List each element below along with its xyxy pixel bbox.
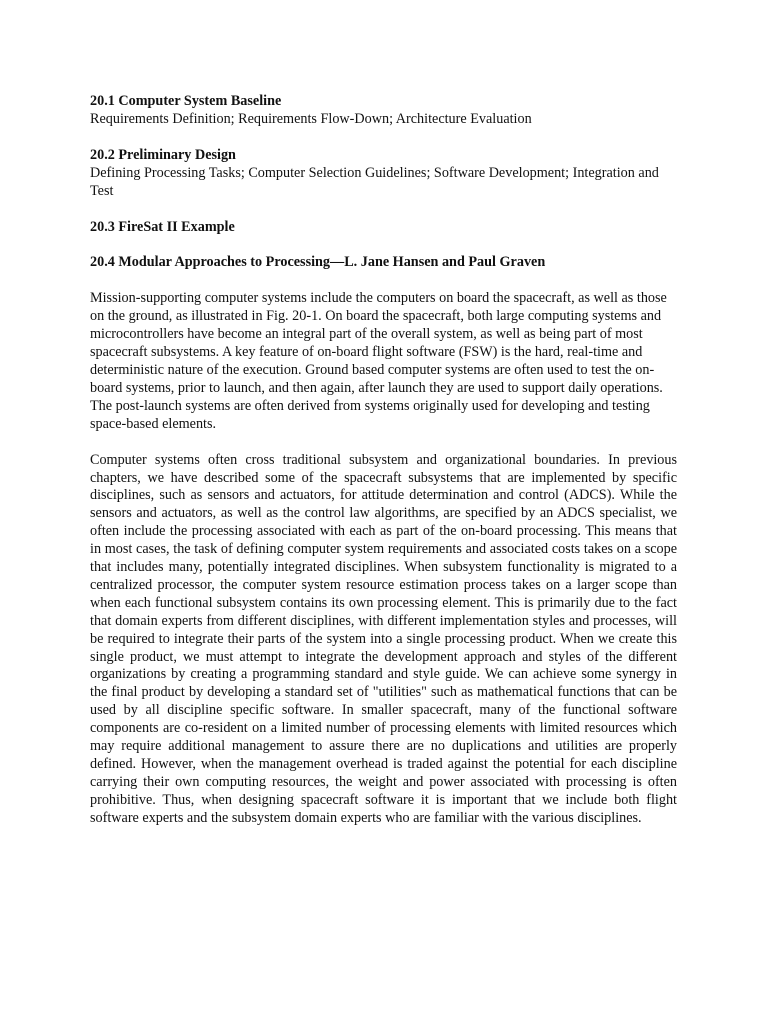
- document-page: [90, 93, 677, 846]
- body-paragraph-2: Computer systems often cross traditional subsystem and organizational boundaries. In previous chapters, we have described some of the spacecraft subsystems that are implemented by specific disciplines, such as sensors and actuators, for attitude determination and control (ADCS). While the sensors and actuators, as well as the control law algorithms, are specified by an ADCS specialist, we often include the processing associated with each as part of the on-board processing. This means that in most cases, the task of defining computer system requirements and associated costs takes on a scope that includes many, potentially integrated disciplines. When subsystem functionality is migrated to a centralized processor, the computer system resource estimation process takes on a larger scope than when each functional subsystem contains its own processing element. This is primarily due to the fact that domain experts from different disciplines, with different implementation styles and processes, will be required to integrate their parts of the system into a single processing product. When we create this single product, we must attempt to integrate the development approach and styles of the different organizations by creating a programming standard and style guide. We can achieve some synergy in the final product by developing a standard set of "utilities" such as mathematical functions that can be used by all discipline specific software. In smaller spacecraft, many of the functional software components are co-resident on a limited number of processing elements with limited resources which may require additional management to assure there are no duplications and utilities are properly defined. However, when the management overhead is traded against the potential for each discipline carrying their own computing resources, the weight and power associated with processing is often prohibitive. Thus, when designing spacecraft software it is important that we include both flight software experts and the subsystem domain experts who are familiar with the various disciplines.: [90, 451, 677, 826]
- section-20-1: [90, 93, 677, 129]
- section-topics: Defining Processing Tasks; Computer Selection Guidelines; Software Development; Integration and Test: [90, 164, 659, 199]
- section-title: 20.2 Preliminary Design: [90, 146, 236, 163]
- body-paragraph-1: Mission-supporting computer systems include the computers on board the spacecraft, as well as those on the ground, as illustrated in Fig. 20-1. On board the spacecraft, both large computing systems and microcontrollers have become an integral part of the overall system, as well as being part of most spacecraft subsystems. A key feature of on-board flight software (FSW) is the hard, real-time and deterministic nature of the execution. Ground based computer systems are often used to test the on-board systems, prior to launch, and then again, after launch they are used to support daily operations. The post-launch systems are often derived from systems originally used for developing and testing space-based elements.: [90, 290, 667, 432]
- section-title: 20.1 Computer System Baseline: [90, 93, 282, 109]
- section-20-3: [90, 219, 677, 237]
- section-title: 20.3 FireSat II Example: [90, 218, 235, 235]
- section-topics: Requirements Definition; Requirements Flow-Down; Architecture Evaluation: [90, 110, 532, 127]
- section-20-4: [90, 254, 677, 272]
- section-20-2: [90, 147, 677, 201]
- section-title: 20.4 Modular Approaches to Processing—L. Jane Hansen and Paul Graven: [90, 254, 546, 271]
